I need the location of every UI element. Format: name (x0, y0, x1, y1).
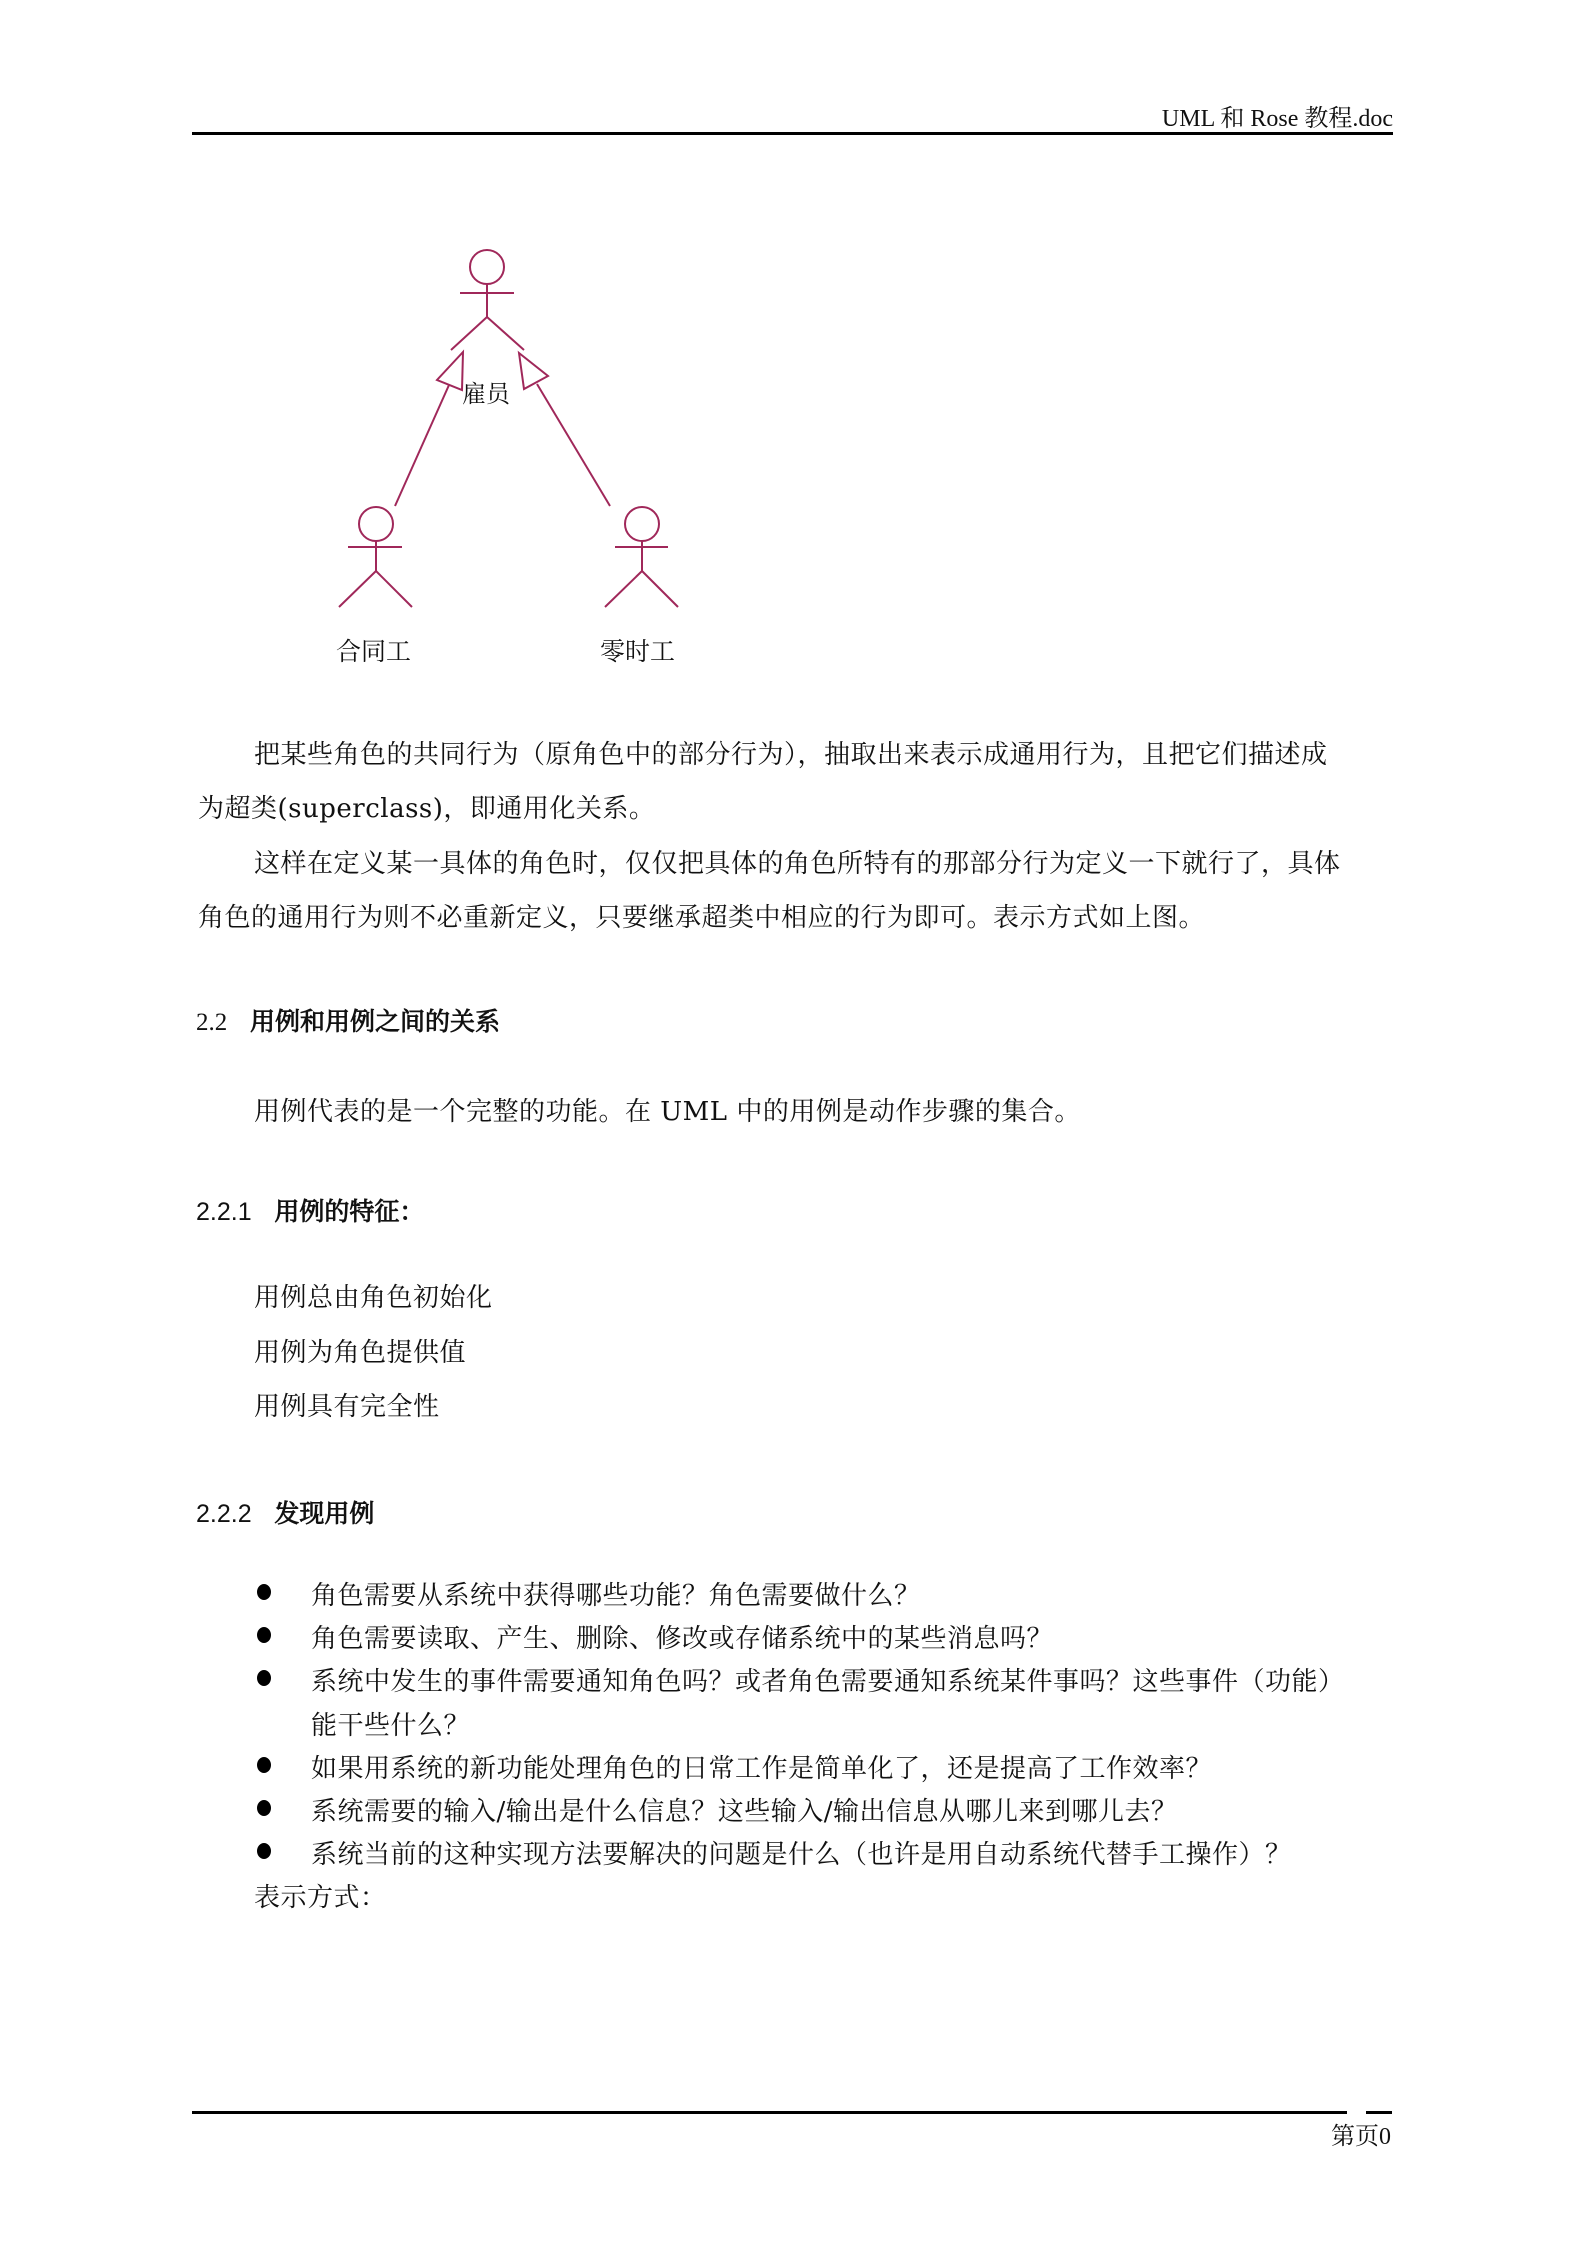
paragraph-use-case-definition: 用例代表的是一个完整的功能。在 UML 中的用例是动作步骤的集合。 (254, 1097, 1081, 1127)
bullet-icon (257, 1627, 271, 1643)
page-number-value: 0 (1379, 2124, 1391, 2150)
section-number: 2.2.2 (196, 1500, 252, 1528)
bullet-icon (257, 1757, 271, 1773)
footer-rule (192, 2111, 1347, 2114)
bullet-item: 系统需要的输入/输出是什么信息？这些输入/输出信息从哪儿来到哪儿去？ (311, 1797, 1178, 1827)
paragraph-inheritance-line2: 角色的通用行为则不必重新定义，只要继承超类中相应的行为即可。表示方式如上图。 (198, 903, 1206, 933)
document-header-title: UML 和 Rose 教程.doc (1161, 106, 1393, 132)
generalization-line-right (537, 384, 610, 506)
section-heading-2-2-1 (196, 1192, 424, 1228)
page-label: 第页 (1331, 2124, 1379, 2150)
bullet-item: 角色需要从系统中获得哪些功能？角色需要做什么？ (311, 1581, 921, 1611)
section-heading-2-2-2 (196, 1494, 374, 1530)
footer-rule-segment (1366, 2111, 1392, 2114)
paragraph-inheritance-line1: 这样在定义某一具体的角色时，仅仅把具体的角色所特有的那部分行为定义一下就行了，具体 (254, 849, 1341, 879)
bullet-item: 系统当前的这种实现方法要解决的问题是什么（也许是用自动系统代替手工操作）？ (311, 1840, 1292, 1870)
section-number: 2.2.1 (196, 1198, 252, 1226)
representation-label: 表示方式： (254, 1883, 387, 1913)
page-number (1331, 2116, 1391, 2151)
bullet-icon (257, 1800, 271, 1816)
paragraph-generalization-line1: 把某些角色的共同行为（原角色中的部分行为），抽取出来表示成通用行为，且把它们描述成 (254, 740, 1328, 770)
section-number: 2.2 (196, 1009, 228, 1036)
bullet-item: 系统中发生的事件需要通知角色吗？或者角色需要通知系统某件事吗？这些事件（功能） (311, 1667, 1345, 1697)
generalization-arrow-right-icon (519, 353, 548, 389)
section-title: 用例和用例之间的关系 (249, 1007, 500, 1036)
bullet-icon (257, 1584, 271, 1600)
actor-label-employee: 雇员 (462, 380, 510, 408)
generalization-arrow-left-icon (437, 352, 463, 390)
actor-icon-temp-worker (605, 507, 678, 607)
actor-label-contract-worker: 合同工 (336, 637, 412, 666)
bullet-icon (257, 1843, 271, 1859)
feature-item: 用例具有完全性 (254, 1392, 440, 1422)
generalization-line-left (395, 385, 449, 506)
bullet-icon (257, 1670, 271, 1686)
uml-actor-generalization-diagram (0, 0, 1586, 700)
feature-item: 用例为角色提供值 (254, 1338, 467, 1368)
bullet-item: 如果用系统的新功能处理角色的日常工作是简单化了，还是提高了工作效率？ (311, 1754, 1213, 1784)
section-title: 用例的特征： (274, 1197, 425, 1226)
actor-label-temp-worker: 零时工 (600, 637, 676, 666)
bullet-item-continuation: 能干些什么？ (311, 1711, 471, 1741)
paragraph-generalization-line2: 为超类(superclass)，即通用化关系。 (198, 794, 656, 824)
bullet-item: 角色需要读取、产生、删除、修改或存储系统中的某些消息吗？ (311, 1624, 1054, 1654)
section-title: 发现用例 (274, 1499, 375, 1528)
actor-icon-contract-worker (339, 507, 412, 607)
feature-item: 用例总由角色初始化 (254, 1283, 493, 1313)
section-heading-2-2 (196, 1002, 500, 1038)
actor-icon-employee (451, 250, 524, 350)
